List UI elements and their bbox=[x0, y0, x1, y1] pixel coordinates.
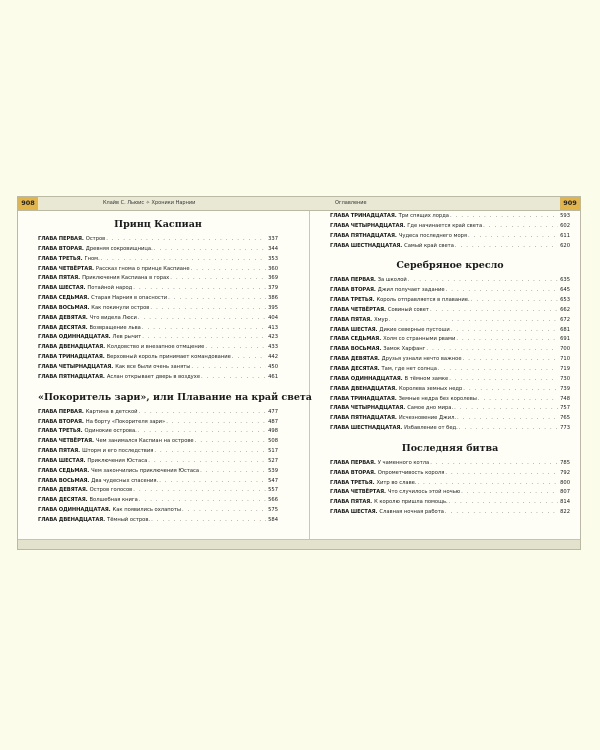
chapter-title: Чем занимался Каспиан на острове bbox=[95, 438, 194, 445]
chapter-number: ГЛАВА ЧЕТВЁРТАЯ. bbox=[38, 265, 94, 272]
dot-leader bbox=[430, 460, 558, 466]
chapter-title: Королева земных недр bbox=[399, 385, 463, 392]
chapter-title: Самое дно мира. bbox=[407, 405, 454, 412]
dot-leader bbox=[133, 285, 266, 291]
chapter-title: Чудеса последнего моря bbox=[398, 232, 468, 239]
dot-leader bbox=[426, 346, 558, 352]
chapter-title: Что случилось этой ночью bbox=[387, 489, 461, 496]
chapter-title: Шторм и его последствия bbox=[82, 448, 154, 455]
page-number: 635 bbox=[560, 277, 570, 284]
page-number: 477 bbox=[268, 408, 278, 415]
chapter-number: ГЛАВА ВТОРАЯ. bbox=[38, 245, 84, 252]
toc-entry[interactable] bbox=[330, 376, 570, 386]
dot-leader bbox=[438, 366, 558, 372]
chapter-title: Гном. bbox=[84, 255, 100, 262]
chapter-number: ГЛАВА ПЯТНАДЦАТАЯ. bbox=[330, 232, 397, 239]
chapter-title: Холм со странными рвами bbox=[383, 336, 456, 343]
page-number: 487 bbox=[268, 418, 278, 425]
page-number: 822 bbox=[560, 509, 570, 516]
dot-leader bbox=[200, 468, 266, 474]
toc-entry[interactable] bbox=[38, 487, 278, 497]
chapter-title: За школой bbox=[377, 277, 407, 284]
dot-leader bbox=[430, 307, 558, 313]
toc-entry[interactable] bbox=[330, 233, 570, 243]
chapter-title: Два чудесных спасения. bbox=[91, 477, 159, 484]
chapter-title: Верховный король принимает командование bbox=[106, 354, 231, 361]
page-number: 517 bbox=[268, 448, 278, 455]
toc-entry[interactable] bbox=[38, 438, 278, 448]
chapter-title: Опрометчивость короля bbox=[377, 469, 445, 476]
chapter-number: ГЛАВА ВТОРАЯ. bbox=[38, 418, 84, 425]
chapter-number: ГЛАВА ДЕСЯТАЯ. bbox=[330, 365, 380, 372]
toc-entry[interactable] bbox=[38, 428, 278, 438]
chapter-title: Приключения Юстаса bbox=[87, 457, 148, 464]
chapter-number: ГЛАВА ДВЕНАДЦАТАЯ. bbox=[38, 344, 106, 351]
toc-section bbox=[38, 219, 278, 384]
chapter-number: ГЛАВА ПЯТАЯ. bbox=[330, 316, 373, 323]
section-title: «Покоритель зари», или Плавание на край света bbox=[38, 391, 312, 403]
toc-entry[interactable] bbox=[38, 497, 278, 507]
dot-leader bbox=[417, 480, 558, 486]
dot-leader bbox=[168, 295, 266, 301]
page-number: 557 bbox=[268, 487, 278, 494]
chapter-number: ГЛАВА ДЕСЯТАЯ. bbox=[38, 324, 88, 331]
dot-leader bbox=[449, 499, 558, 505]
chapter-number: ГЛАВА ЧЕТЫРНАДЦАТАЯ. bbox=[330, 405, 406, 412]
section-title: Серебряное кресло bbox=[396, 260, 504, 272]
chapter-number: ГЛАВА ШЕСТНАДЦАТАЯ. bbox=[330, 242, 403, 249]
toc-entry[interactable] bbox=[38, 344, 278, 354]
chapter-title: Земные недра без королевы bbox=[398, 395, 477, 402]
book-spread bbox=[17, 196, 581, 550]
page-number: 527 bbox=[268, 457, 278, 464]
chapter-number: ГЛАВА ПЕРВАЯ. bbox=[38, 408, 84, 415]
toc-entry[interactable] bbox=[38, 266, 278, 276]
toc-entry[interactable] bbox=[330, 405, 570, 415]
toc-entry[interactable] bbox=[38, 409, 278, 419]
toc-entry[interactable] bbox=[330, 425, 570, 435]
toc-entry[interactable] bbox=[330, 489, 570, 499]
toc-entry[interactable] bbox=[38, 256, 278, 266]
dot-leader bbox=[150, 305, 266, 311]
chapter-title: Где начинается край света bbox=[407, 222, 483, 229]
page-number: 672 bbox=[560, 316, 570, 323]
chapter-number: ГЛАВА ШЕСТАЯ. bbox=[38, 285, 86, 292]
chapter-number: ГЛАВА ДВЕНАДЦАТАЯ. bbox=[330, 385, 398, 392]
page-number: 404 bbox=[268, 314, 278, 321]
toc-left-page bbox=[38, 213, 312, 527]
chapter-number: ГЛАВА ТРИНАДЦАТАЯ. bbox=[330, 213, 397, 219]
chapter-number: ГЛАВА ПЕРВАЯ. bbox=[330, 277, 376, 284]
toc-entry[interactable] bbox=[38, 325, 278, 335]
toc-entry[interactable] bbox=[330, 287, 570, 297]
toc-entry[interactable] bbox=[38, 354, 278, 364]
page-gutter bbox=[309, 211, 310, 541]
page-number: 807 bbox=[560, 489, 570, 496]
page-number: 337 bbox=[268, 236, 278, 242]
page-number: 395 bbox=[268, 304, 278, 311]
toc-entry[interactable] bbox=[330, 509, 570, 519]
chapter-title: Что видела Люси bbox=[89, 314, 137, 321]
dot-leader bbox=[142, 334, 266, 340]
page-header bbox=[18, 197, 580, 211]
chapter-title: Возвращение льва bbox=[89, 324, 141, 331]
chapter-title: Потайной народ bbox=[87, 285, 133, 292]
chapter-number: ГЛАВА ТРИНАДЦАТАЯ. bbox=[330, 395, 397, 402]
dot-leader bbox=[170, 275, 266, 281]
chapter-title: Рассказ гнома о принце Каспиане bbox=[95, 265, 190, 272]
page-number: 653 bbox=[560, 297, 570, 304]
chapter-title: Избавление от бед. bbox=[404, 425, 458, 432]
dot-leader bbox=[471, 297, 558, 303]
toc-entry[interactable] bbox=[330, 415, 570, 425]
chapter-title: Одинокие острова. bbox=[84, 428, 137, 435]
chapter-number: ГЛАВА ЧЕТВЁРТАЯ. bbox=[38, 438, 94, 445]
page-number: 413 bbox=[268, 324, 278, 331]
chapter-title: Как покинули остров bbox=[91, 304, 150, 311]
page-footer bbox=[18, 539, 580, 549]
toc-entry[interactable] bbox=[38, 236, 278, 246]
chapter-title: Лев рычит bbox=[112, 334, 142, 341]
page-number: 730 bbox=[560, 375, 570, 382]
dot-leader bbox=[478, 396, 558, 402]
toc-entry[interactable] bbox=[330, 460, 570, 470]
toc-entry[interactable] bbox=[38, 275, 278, 285]
dot-leader bbox=[154, 246, 266, 252]
toc-entry[interactable] bbox=[330, 356, 570, 366]
toc-entry[interactable] bbox=[330, 366, 570, 376]
chapter-title: В тёмном замке bbox=[404, 375, 449, 382]
dot-leader bbox=[457, 415, 558, 421]
toc-entry[interactable] bbox=[38, 246, 278, 256]
toc-right-page bbox=[330, 213, 570, 519]
toc-entry[interactable] bbox=[330, 346, 570, 356]
dot-leader bbox=[138, 315, 266, 321]
chapter-number: ГЛАВА ДЕВЯТАЯ. bbox=[38, 314, 88, 321]
chapter-number: ГЛАВА ВТОРАЯ. bbox=[330, 287, 376, 294]
page-number: 757 bbox=[560, 405, 570, 412]
page-number: 360 bbox=[268, 265, 278, 272]
toc-entry[interactable] bbox=[330, 277, 570, 287]
dot-leader bbox=[454, 405, 558, 411]
page-number: 566 bbox=[268, 497, 278, 504]
toc-entry[interactable] bbox=[38, 458, 278, 468]
chapter-number: ГЛАВА ЧЕТВЁРТАЯ. bbox=[330, 489, 386, 496]
chapter-title: Там, где нет солнца bbox=[381, 365, 437, 372]
toc-entry[interactable] bbox=[330, 297, 570, 307]
chapter-number: ГЛАВА ЧЕТВЁРТАЯ. bbox=[330, 306, 386, 313]
page-number: 433 bbox=[268, 344, 278, 351]
page-number: 739 bbox=[560, 385, 570, 392]
chapter-number: ГЛАВА ШЕСТАЯ. bbox=[330, 326, 378, 333]
page-number: 765 bbox=[560, 415, 570, 422]
page-number: 344 bbox=[268, 245, 278, 252]
dot-leader bbox=[445, 509, 558, 515]
chapter-title: Совиный совет bbox=[387, 306, 429, 313]
toc-entry[interactable] bbox=[38, 364, 278, 374]
chapter-title: Тёмный остров. bbox=[107, 516, 151, 523]
page-number: 442 bbox=[268, 354, 278, 361]
chapter-number: ГЛАВА ПЯТНАДЦАТАЯ. bbox=[38, 373, 105, 380]
chapter-number: ГЛАВА ВОСЬМАЯ. bbox=[38, 304, 90, 311]
page-number: 593 bbox=[560, 213, 570, 219]
toc-entry[interactable] bbox=[330, 470, 570, 480]
toc-entry[interactable] bbox=[38, 334, 278, 344]
chapter-title: Картина в детской bbox=[85, 408, 138, 415]
toc-entry[interactable] bbox=[330, 243, 570, 253]
dot-leader bbox=[468, 233, 558, 239]
toc-section bbox=[38, 391, 312, 527]
chapter-number: ГЛАВА ТРЕТЬЯ. bbox=[330, 479, 375, 486]
chapter-title: Чем закончились приключения Юстаса bbox=[91, 467, 200, 474]
chapter-number: ГЛАВА ШЕСТАЯ. bbox=[38, 457, 86, 464]
dot-leader bbox=[159, 478, 266, 484]
chapter-number: ГЛАВА ПЯТАЯ. bbox=[38, 275, 81, 282]
chapter-number: ГЛАВА ЧЕТЫРНАДЦАТАЯ. bbox=[330, 222, 406, 229]
chapter-title: Старая Нарния в опасности bbox=[91, 295, 168, 302]
chapter-number: ГЛАВА СЕДЬМАЯ. bbox=[38, 467, 90, 474]
dot-leader bbox=[139, 409, 267, 415]
dot-leader bbox=[139, 497, 266, 503]
toc-section bbox=[330, 213, 570, 252]
dot-leader bbox=[463, 356, 559, 362]
chapter-number: ГЛАВА ПЯТНАДЦАТАЯ. bbox=[330, 415, 397, 422]
chapter-title: Исчезновение Джил. bbox=[398, 415, 457, 422]
page-number: 461 bbox=[268, 373, 278, 380]
chapter-number: ГЛАВА ПЯТАЯ. bbox=[330, 499, 373, 506]
chapter-title: Дикие северные пустоши bbox=[379, 326, 450, 333]
page-number: 748 bbox=[560, 395, 570, 402]
toc-entry[interactable] bbox=[330, 327, 570, 337]
dot-leader bbox=[191, 364, 266, 370]
page-number: 547 bbox=[268, 477, 278, 484]
page-number: 575 bbox=[268, 507, 278, 514]
dot-leader bbox=[459, 425, 558, 431]
chapter-title: Колдовство и внезапное отмщение bbox=[107, 344, 205, 351]
chapter-number: ГЛАВА ТРЕТЬЯ. bbox=[38, 428, 83, 435]
chapter-title: Король отправляется в плавание. bbox=[376, 297, 470, 304]
chapter-title: Замок Харфанг bbox=[383, 346, 426, 353]
chapter-title: Остров голосов bbox=[89, 487, 133, 494]
toc-entry[interactable] bbox=[330, 336, 570, 346]
toc-entry[interactable] bbox=[38, 478, 278, 488]
dot-leader bbox=[101, 256, 266, 262]
page-number: 681 bbox=[560, 326, 570, 333]
chapter-number: ГЛАВА ПЕРВАЯ. bbox=[38, 236, 84, 242]
dot-leader bbox=[455, 243, 558, 249]
toc-entry[interactable] bbox=[330, 307, 570, 317]
toc-entry[interactable] bbox=[330, 480, 570, 490]
chapter-number: ГЛАВА ШЕСТАЯ. bbox=[330, 509, 378, 516]
chapter-title: Как появились охлапоты bbox=[112, 507, 181, 514]
chapter-number: ГЛАВА ТРЕТЬЯ. bbox=[38, 255, 83, 262]
dot-leader bbox=[446, 287, 559, 293]
page-number: 620 bbox=[560, 242, 570, 249]
dot-leader bbox=[463, 386, 558, 392]
page-number: 353 bbox=[268, 255, 278, 262]
chapter-title: Джил получает задание bbox=[377, 287, 445, 294]
chapter-title: К королю пришла помощь. bbox=[374, 499, 448, 506]
page-number: 814 bbox=[560, 499, 570, 506]
toc-entry[interactable] bbox=[38, 315, 278, 325]
chapter-title: Самый край света bbox=[404, 242, 454, 249]
chapter-number: ГЛАВА ПЯТАЯ. bbox=[38, 448, 81, 455]
chapter-title: На борту «Покорителя зари» bbox=[85, 418, 166, 425]
page-number: 662 bbox=[560, 306, 570, 313]
toc-entry[interactable] bbox=[38, 374, 278, 384]
page-number: 450 bbox=[268, 363, 278, 370]
section-title: Последняя битва bbox=[401, 442, 499, 454]
chapter-title: Волшебная книга bbox=[89, 497, 138, 504]
chapter-number: ГЛАВА ДЕВЯТАЯ. bbox=[330, 356, 380, 363]
chapter-title: Остров bbox=[85, 236, 106, 242]
chapter-title: Как все были очень заняты bbox=[115, 363, 191, 370]
page-number: 785 bbox=[560, 459, 570, 466]
toc-entry[interactable] bbox=[330, 386, 570, 396]
dot-leader bbox=[408, 277, 558, 283]
dot-leader bbox=[483, 223, 558, 229]
chapter-number: ГЛАВА ЧЕТЫРНАДЦАТАЯ. bbox=[38, 363, 114, 370]
dot-leader bbox=[201, 374, 266, 380]
page-number: 719 bbox=[560, 365, 570, 372]
toc-entry[interactable] bbox=[38, 507, 278, 517]
chapter-title: Древняя сокровищница. bbox=[85, 245, 153, 252]
chapter-title: Друзья узнали нечто важное bbox=[381, 356, 462, 363]
running-head-right: Оглавление bbox=[335, 200, 367, 206]
chapter-number: ГЛАВА ОДИННАДЦАТАЯ. bbox=[330, 375, 403, 382]
toc-entry[interactable] bbox=[38, 295, 278, 305]
chapter-title: Приключения Каспиана в горах bbox=[82, 275, 170, 282]
dot-leader bbox=[142, 325, 266, 331]
page-number-right: 909 bbox=[560, 197, 580, 210]
page-number: 773 bbox=[560, 425, 570, 432]
chapter-title: Хитр во славе. bbox=[376, 479, 417, 486]
page-number: 611 bbox=[560, 232, 570, 239]
dot-leader bbox=[205, 344, 266, 350]
toc-section bbox=[330, 260, 570, 435]
page-number: 539 bbox=[268, 467, 278, 474]
chapter-number: ГЛАВА ВОСЬМАЯ. bbox=[38, 477, 90, 484]
dot-leader bbox=[133, 487, 266, 493]
dot-leader bbox=[389, 317, 558, 323]
page-number: 386 bbox=[268, 295, 278, 302]
chapter-number: ГЛАВА ДВЕНАДЦАТАЯ. bbox=[38, 516, 106, 523]
chapter-number: ГЛАВА ОДИННАДЦАТАЯ. bbox=[38, 334, 111, 341]
chapter-number: ГЛАВА ВТОРАЯ. bbox=[330, 469, 376, 476]
toc-entry[interactable] bbox=[330, 396, 570, 406]
toc-entry[interactable] bbox=[38, 419, 278, 429]
toc-entry[interactable] bbox=[330, 499, 570, 509]
page-number: 379 bbox=[268, 285, 278, 292]
page-number: 700 bbox=[560, 346, 570, 353]
page-number: 584 bbox=[268, 516, 278, 523]
dot-leader bbox=[191, 266, 267, 272]
page-number: 602 bbox=[560, 222, 570, 229]
toc-entry[interactable] bbox=[38, 285, 278, 295]
chapter-number: ГЛАВА ВОСЬМАЯ. bbox=[330, 346, 382, 353]
section-title: Принц Каспиан bbox=[114, 219, 202, 230]
chapter-number: ГЛАВА ОДИННАДЦАТАЯ. bbox=[38, 507, 111, 514]
dot-leader bbox=[456, 336, 558, 342]
dot-leader bbox=[449, 376, 558, 382]
dot-leader bbox=[445, 470, 558, 476]
toc-entry[interactable] bbox=[330, 213, 570, 223]
toc-entry[interactable] bbox=[38, 305, 278, 315]
chapter-title: Три спящих лорда bbox=[398, 213, 449, 219]
toc-entry[interactable] bbox=[330, 223, 570, 233]
page-number: 800 bbox=[560, 479, 570, 486]
dot-leader bbox=[166, 419, 266, 425]
chapter-title: Хмур bbox=[374, 316, 388, 323]
dot-leader bbox=[182, 507, 266, 513]
dot-leader bbox=[138, 428, 266, 434]
page-number-left: 908 bbox=[18, 197, 38, 210]
page-number: 369 bbox=[268, 275, 278, 282]
page-number: 498 bbox=[268, 428, 278, 435]
dot-leader bbox=[232, 354, 266, 360]
chapter-number: ГЛАВА СЕДЬМАЯ. bbox=[38, 295, 90, 302]
chapter-number: ГЛАВА ДЕВЯТАЯ. bbox=[38, 487, 88, 494]
page-number: 423 bbox=[268, 334, 278, 341]
chapter-number: ГЛАВА ТРЕТЬЯ. bbox=[330, 297, 375, 304]
dot-leader bbox=[451, 327, 558, 333]
toc-entry[interactable] bbox=[38, 448, 278, 458]
chapter-number: ГЛАВА ДЕСЯТАЯ. bbox=[38, 497, 88, 504]
dot-leader bbox=[154, 448, 266, 454]
chapter-title: Славная ночная работа bbox=[379, 509, 444, 516]
dot-leader bbox=[461, 489, 558, 495]
page-number: 792 bbox=[560, 469, 570, 476]
dot-leader bbox=[195, 438, 266, 444]
page-number: 645 bbox=[560, 287, 570, 294]
page-number: 710 bbox=[560, 356, 570, 363]
chapter-title: У чаменного котла bbox=[377, 459, 430, 466]
chapter-title: Аслан открывает дверь в воздухе bbox=[106, 373, 201, 380]
chapter-number: ГЛАВА ТРИНАДЦАТАЯ. bbox=[38, 354, 105, 361]
dot-leader bbox=[106, 236, 266, 242]
toc-entry[interactable] bbox=[38, 468, 278, 478]
running-head-left: Клайв С. Льюис ✧ Хроники Нарнии bbox=[103, 200, 196, 206]
chapter-number: ГЛАВА ПЕРВАЯ. bbox=[330, 459, 376, 466]
dot-leader bbox=[450, 213, 558, 219]
chapter-number: ГЛАВА ШЕСТНАДЦАТАЯ. bbox=[330, 425, 403, 432]
toc-entry[interactable] bbox=[330, 317, 570, 327]
dot-leader bbox=[148, 458, 266, 464]
chapter-number: ГЛАВА СЕДЬМАЯ. bbox=[330, 336, 382, 343]
page-number: 691 bbox=[560, 336, 570, 343]
dot-leader bbox=[151, 517, 266, 523]
toc-entry[interactable] bbox=[38, 517, 278, 527]
toc-section bbox=[330, 443, 570, 519]
page-number: 508 bbox=[268, 438, 278, 445]
